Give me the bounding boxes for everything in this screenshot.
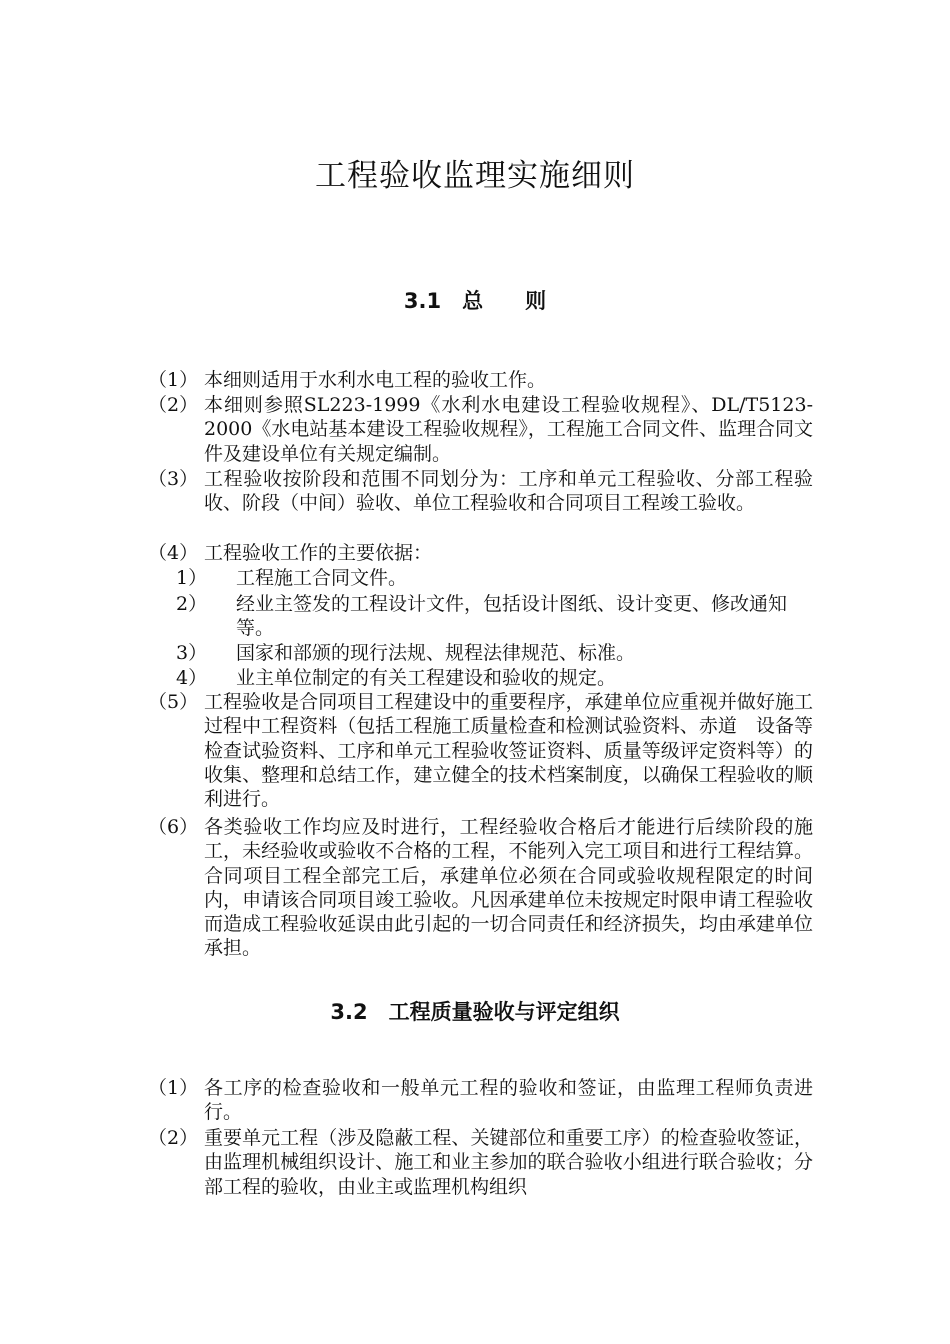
section-heading-general: 3.1 总 则	[403, 289, 547, 313]
list-item-text: 各类验收工作均应及时进行，工程经验收合格后才能进行后续阶段的施工，未经验收或验收不合格的工程，不能列入完工项目和进行工程结算。合同项目工程全部完工后，承建单位必须在合同或验收规程限定的时间内，申请该合同项目竣工验收。凡因承建单位未按规定时限申请工程验收而造成工程验收延误由此引起的一切合同责任和经济损失，均由承建单位承担。	[204, 816, 813, 960]
sub-list-item-text: 国家和部颁的现行法规、规程法律规范、标准。	[236, 642, 636, 664]
list-item	[148, 541, 813, 565]
list-item-number: （2）	[148, 1127, 199, 1149]
list-item-text: 本细则适用于水利水电工程的验收工作。	[204, 369, 547, 391]
list-item	[148, 368, 813, 392]
list-item	[148, 467, 813, 516]
sub-list-item	[176, 592, 813, 641]
sub-list-item	[176, 566, 813, 590]
list-item	[148, 815, 813, 961]
list-item-number: （6）	[148, 816, 199, 838]
list-item-text: 工程验收是合同项目工程建设中的重要程序，承建单位应重视并做好施工过程中工程资料（包括工程施工质量检查和检测试验资料、赤道 设备等检查试验资料、工序和单元工程验收签证资料、质量等级评定资料等）的收集、整理和总结工作，建立健全的技术档案制度，以确保工程验收的顺利进行。	[204, 691, 813, 811]
document-title: 工程验收监理实施细则	[315, 158, 635, 194]
sub-list-item	[176, 641, 813, 665]
sub-list-item-text: 工程施工合同文件。	[236, 567, 408, 589]
list-item-number: （2）	[148, 394, 199, 416]
list-item	[148, 1076, 813, 1125]
list-item-number: （4）	[148, 542, 199, 564]
list-item-text: 工程验收按阶段和范围不同划分为：工序和单元工程验收、分部工程验收、阶段（中间）验收、单位工程验收和合同项目工程竣工验收。	[204, 468, 813, 515]
sub-list-item-text: 业主单位制定的有关工程建设和验收的规定。	[236, 667, 617, 689]
list-item	[148, 393, 813, 466]
list-item-number: （1）	[148, 369, 199, 391]
list-item-text: 重要单元工程（涉及隐蔽工程、关键部位和重要工序）的检查验收签证，由监理机械组织设计、施工和业主参加的联合验收小组进行联合验收；分部工程的验收，由业主或监理机构组织	[204, 1127, 813, 1198]
list-item-number: （5）	[148, 691, 199, 713]
list-item-text: 本细则参照SL223-1999《水利水电建设工程验收规程》、DL/T5123-2000《水电站基本建设工程验收规程》，工程施工合同文件、监理合同文件及建设单位有关规定编制。	[204, 394, 813, 465]
sub-list-item	[176, 666, 813, 690]
list-item	[148, 1126, 813, 1199]
section-heading-quality: 3.2 工程质量验收与评定组织	[330, 1000, 620, 1024]
sub-list-item-number: 4）	[176, 667, 208, 689]
list-item-number: （3）	[148, 468, 199, 490]
list-item	[148, 690, 813, 811]
sub-list-item-number: 2）	[176, 593, 208, 615]
list-item-number: （1）	[148, 1077, 199, 1099]
list-item-text: 各工序的检查验收和一般单元工程的验收和签证，由监理工程师负责进行。	[204, 1077, 813, 1124]
sub-list-item-number: 1）	[176, 567, 208, 589]
list-item-text: 工程验收工作的主要依据：	[204, 542, 433, 564]
sub-list-item-text: 经业主签发的工程设计文件，包括设计图纸、设计变更、修改通知等。	[236, 593, 788, 640]
sub-list-item-number: 3）	[176, 642, 208, 664]
